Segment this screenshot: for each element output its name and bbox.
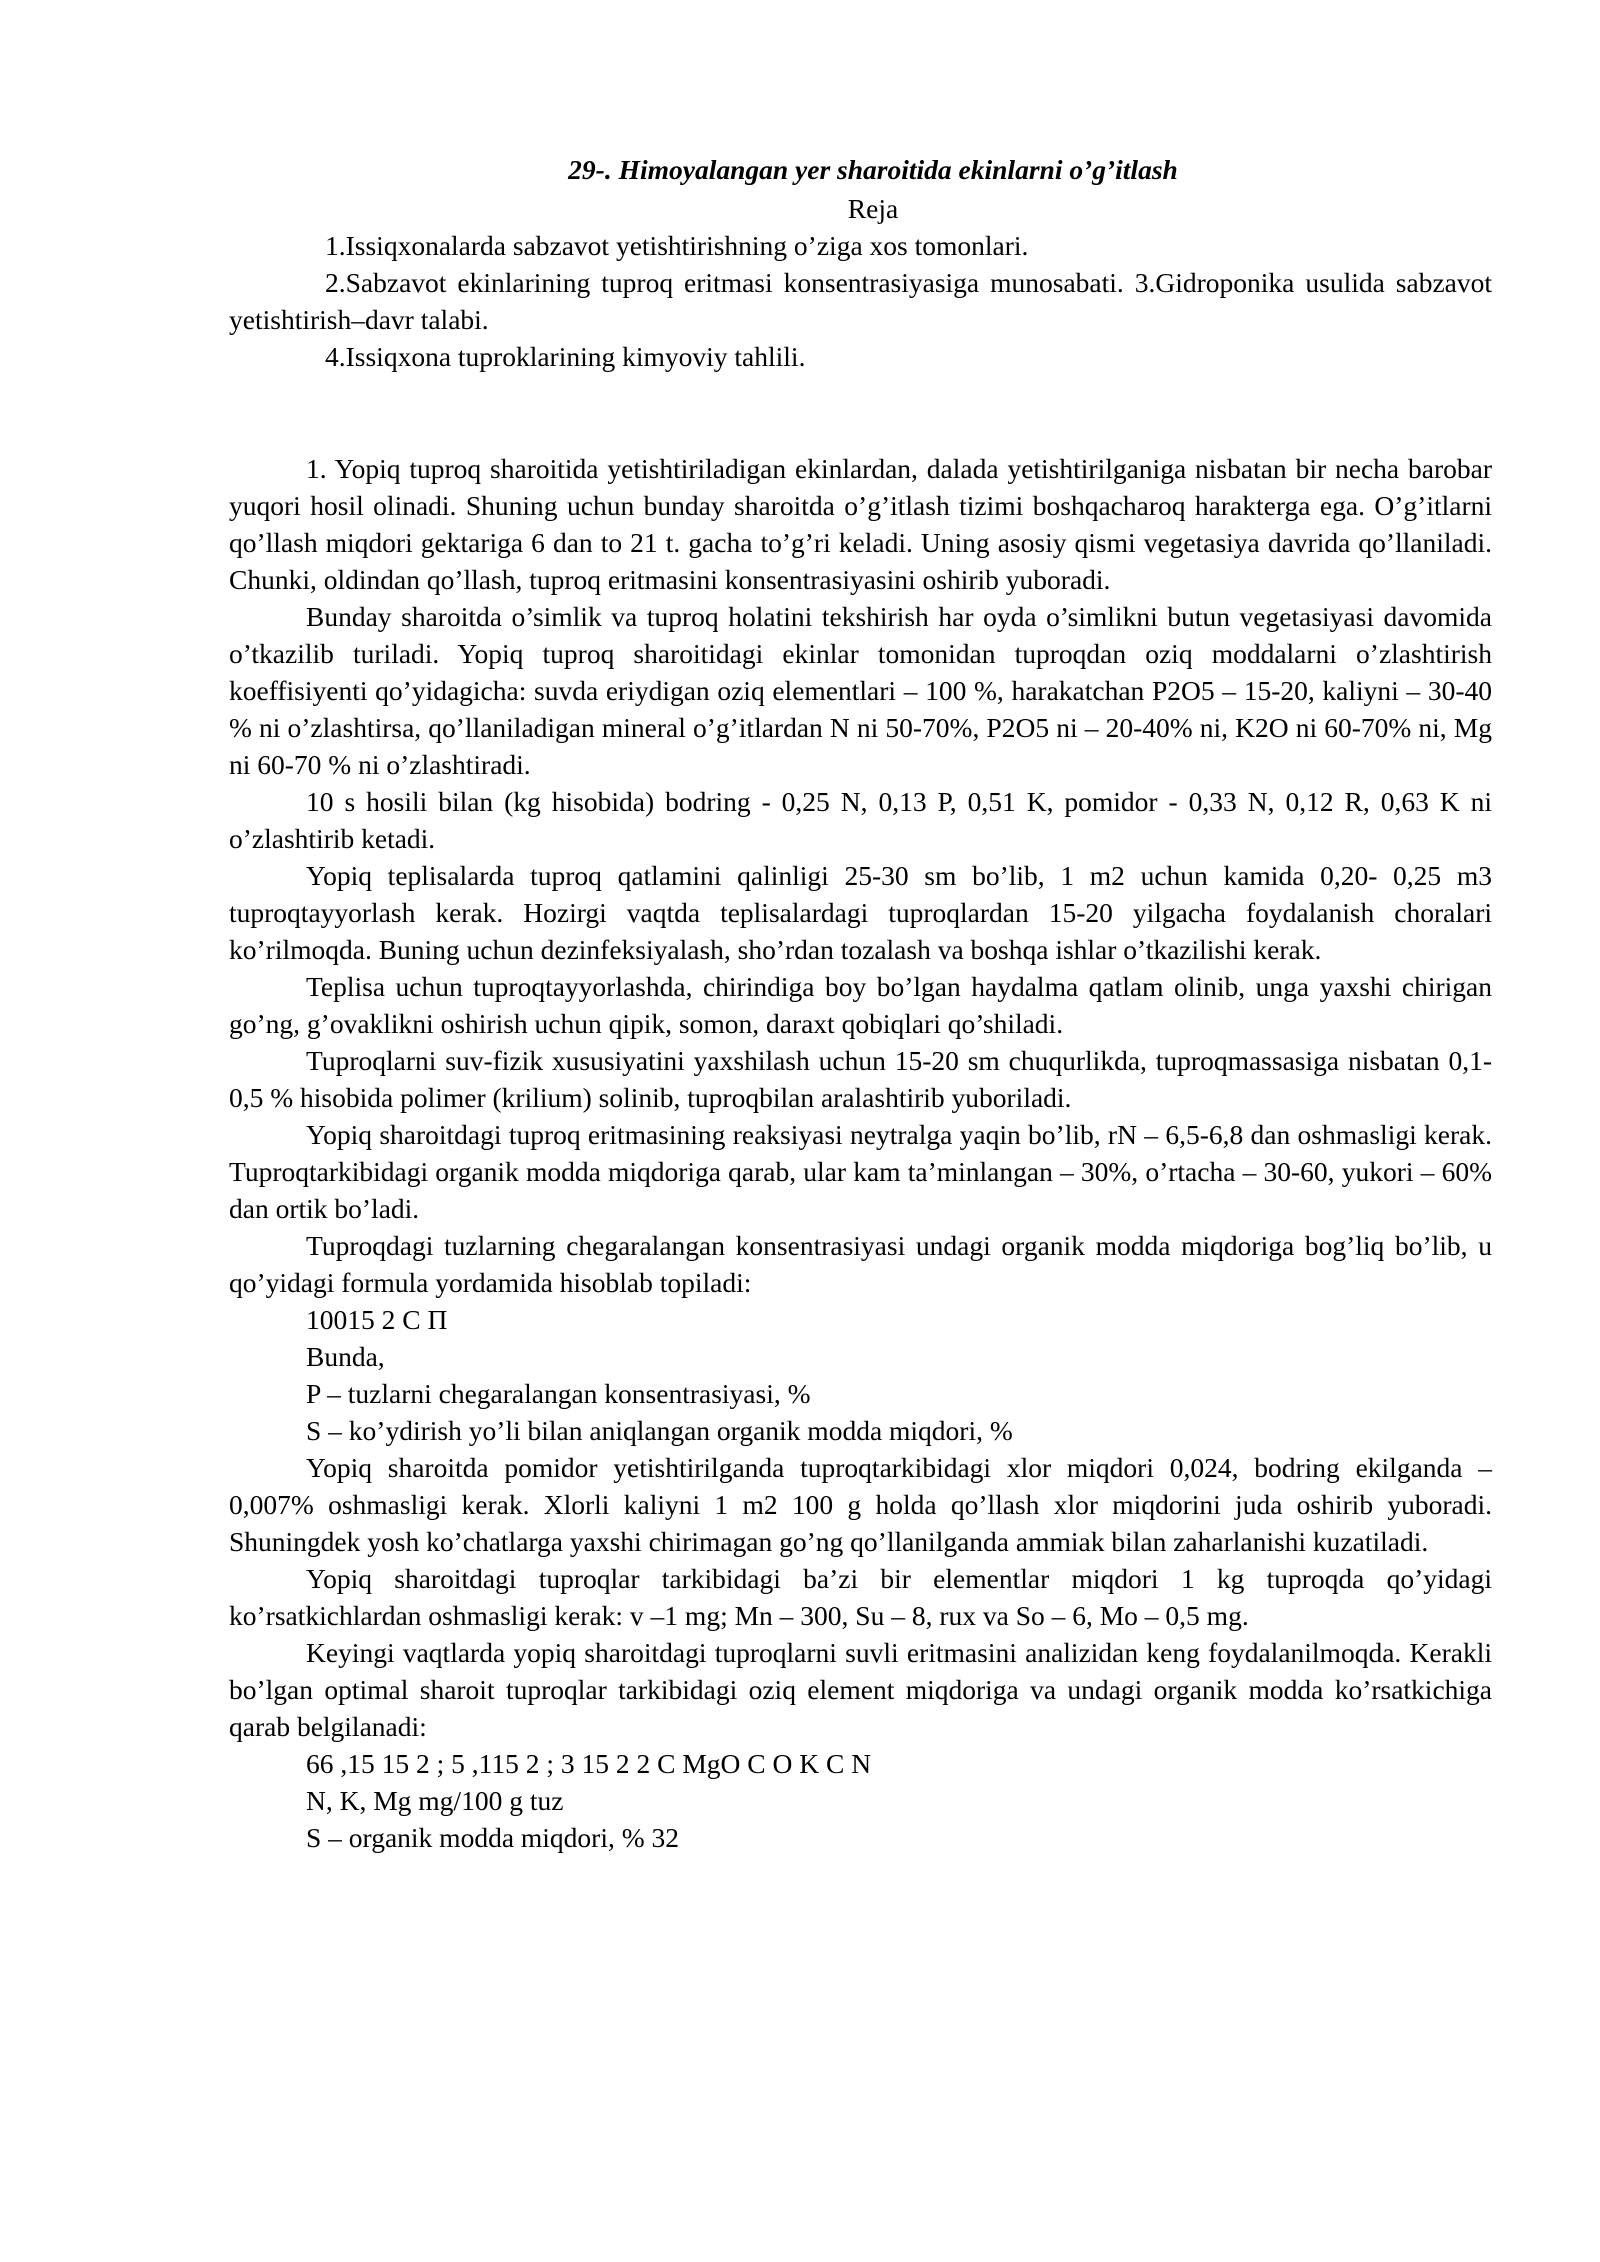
paragraph: Keyingi vaqtlarda yopiq sharoitdagi tuproqlarni suvli eritmasini analizidan keng foydalanilmoqda. Kerakli bo’lgan optimal sharoit tuproqlar tarkibidagi oziq element miqdoriga va undagi organik modda ko’rsatkichiga qarab belgilanadi:	[229, 1637, 1492, 1742]
section-spacer	[229, 375, 1492, 450]
paragraph: Tuproqlarni suv-fizik xususiyatini yaxshilash uchun 15-20 sm chuqurlikda, tuproqmassasiga nisbatan 0,1-0,5 % hisobida polimer (krilium) solinib, tuproqbilan aralashtirib yuboriladi.	[229, 1045, 1492, 1113]
paragraph: Yopiq sharoitdagi tuproq eritmasining reaksiyasi neytralga yaqin bo’lib, rN – 6,5-6,8 dan oshmasligi kerak. Tuproqtarkibidagi organik modda miqdoriga qarab, ular kam ta’minlangan – 30%, o’rtacha – 30-60, yukori – 60% dan ortik bo’ladi.	[229, 1119, 1492, 1224]
formula-note: S – ko’ydirish yo’li bilan aniqlangan organik modda miqdori, %	[306, 1415, 1013, 1446]
paragraph: Yopiq teplisalarda tuproq qatlamini qalinligi 25-30 sm bo’lib, 1 m2 uchun kamida 0,20- 0,25 m3 tuproqtayyorlash kerak. Hozirgi vaqtda teplisalardagi tuproqlardan 15-20 yilgacha foydalanish choralari ko’rilmoqda. Buning uchun dezinfeksiyalash, sho’rdan tozalash va boshqa ishlar o’tkazilishi kerak.	[229, 860, 1492, 965]
formula-note: N, K, Mg mg/100 g tuz	[306, 1785, 564, 1816]
document-body	[229, 450, 1492, 1856]
paragraph: Yopiq sharoitdagi tuproqlar tarkibidagi ba’zi bir elementlar miqdori 1 kg tuproqda qo’yidagi ko’rsatkichlardan oshmasligi kerak: v –1 mg; Mn – 300, Su – 8, rux va So – 6, Mo – 0,5 mg.	[229, 1563, 1492, 1631]
plan-item: 2.Sabzavot ekinlarining tuproq eritmasi konsentrasiyasiga munosabati. 3.Gidroponika usulida sabzavot yetishtirish–davr talabi.	[229, 267, 1492, 335]
formula-line: 66 ,15 15 2 ; 5 ,115 2 ; 3 15 2 2 C MgO C O K C N	[306, 1748, 872, 1779]
paragraph: 10 s hosili bilan (kg hisobida) bodring - 0,25 N, 0,13 P, 0,51 K, pomidor - 0,33 N, 0,12 R, 0,63 K ni o’zlashtirib ketadi.	[229, 786, 1492, 854]
paragraph: Tuproqdagi tuzlarning chegaralangan konsentrasiyasi undagi organik modda miqdoriga bog’liq bo’lib, u qo’yidagi formula yordamida hisoblab topiladi:	[229, 1230, 1492, 1298]
plan-item: 4.Issiqxona tuproklarining kimyoviy tahlili.	[325, 341, 806, 372]
paragraph: Bunday sharoitda o’simlik va tuproq holatini tekshirish har oyda o’simlikni butun vegetasiyasi davomida o’tkazilib turiladi. Yopiq tuproq sharoitidagi ekinlar tomonidan tuproqdan oziq moddalarni o’zlashtirish koeffisiyenti qo’yidagicha: suvda eriydigan oziq elementlari – 100 %, harakatchan P2O5 – 15-20, kaliyni – 30-40 % ni o’zlashtirsa, qo’llaniladigan mineral o’g’itlardan N ni 50-70%, P2O5 ni – 20-40% ni, K2O ni 60-70% ni, Mg ni 60-70 % ni o’zlashtiradi.	[229, 601, 1492, 780]
plan-item: 1.Issiqxonalarda sabzavot yetishtirishning o’ziga xos tomonlari.	[325, 230, 1029, 261]
page-title: 29-. Himoyalangan yer sharoitida ekinlarni o’g’itlash	[568, 154, 1178, 185]
formula-note: S – organik modda miqdori, % 32	[306, 1822, 680, 1853]
paragraph: 1. Yopiq tuproq sharoitida yetishtiriladigan ekinlardan, dalada yetishtirilganiga nisbatan bir necha barobar yuqori hosil olinadi. Shuning uchun bunday sharoitda o’g’itlash tizimi boshqacharoq harakterga ega. O’g’itlarni qo’llash miqdori gektariga 6 dan to 21 t. gacha to’g’ri keladi. Uning asosiy qismi vegetasiya davrida qo’llaniladi. Chunki, oldindan qo’llash, tuproq eritmasini konsentrasiyasini oshirib yuboradi.	[229, 453, 1492, 595]
formula-note: P – tuzlarni chegaralangan konsentrasiyasi, %	[306, 1378, 811, 1409]
paragraph: Yopiq sharoitda pomidor yetishtirilganda tuproqtarkibidagi xlor miqdori 0,024, bodring ekilganda – 0,007% oshmasligi kerak. Xlorli kaliyni 1 m2 100 g holda qo’llash xlor miqdorini juda oshirib yuboradi. Shuningdek yosh ko’chatlarga yaxshi chirimagan go’ng qo’llanilganda ammiak bilan zaharlanishi kuzatiladi.	[229, 1452, 1492, 1557]
paragraph: Teplisa uchun tuproqtayyorlashda, chirindiga boy bo’lgan haydalma qatlam olinib, unga yaxshi chirigan go’ng, g’ovaklikni oshirish uchun qipik, somon, daraxt qobiqlari qo’shiladi.	[229, 971, 1492, 1039]
formula-line: 10015 2 C Π	[306, 1304, 448, 1335]
plan-heading: Reja	[847, 193, 899, 224]
plan-list	[229, 227, 1492, 375]
formula-note: Bunda,	[306, 1341, 385, 1372]
